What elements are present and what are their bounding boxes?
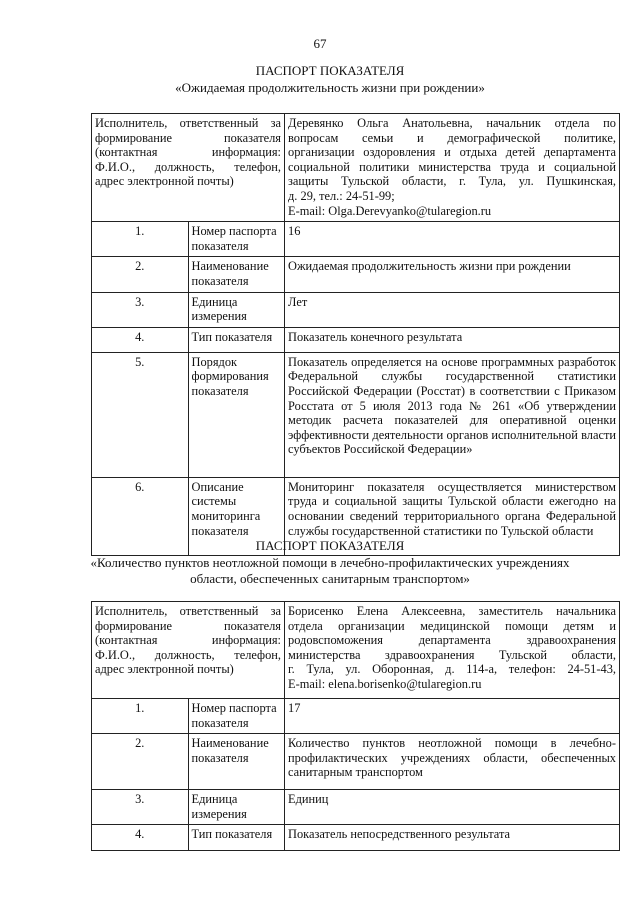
row-label: Наименование показателя: [188, 734, 285, 790]
row-label: Тип показателя: [188, 825, 285, 851]
row-value: Показатель непосредственного результата: [285, 825, 620, 851]
row-label: Номер паспорта показателя: [188, 699, 285, 734]
table-row: [92, 734, 620, 790]
passport-1-table: [91, 113, 620, 556]
row-number: 2.: [92, 257, 189, 292]
executor-value-line: Деревянко Ольга Анатольевна, начальник отдела по: [288, 116, 616, 130]
row-label: Единица измерения: [188, 292, 285, 327]
passport-2-subtitle-line: области, обеспеченных санитарным транспортом»: [190, 571, 470, 586]
executor-label-line: адрес электронной почты): [95, 174, 234, 189]
table-row: [92, 222, 620, 257]
executor-value-line: защиты Тульской области, г. Тула, ул. Пушкинская,: [288, 174, 616, 189]
executor-label-line: формирование показателя: [95, 130, 281, 145]
executor-label-line: Исполнитель, ответственный за: [95, 604, 281, 618]
executor-value-line: Борисенко Елена Алексеевна, заместитель начальника: [288, 604, 616, 618]
executor-value-line: социальной политики министерства труда и социальной: [288, 159, 616, 174]
table-row: [92, 352, 620, 477]
executor-label-line: Ф.И.О., должность, телефон,: [95, 647, 281, 662]
executor-label-line: Исполнитель, ответственный за: [95, 116, 281, 130]
executor-label-line: Ф.И.О., должность, телефон,: [95, 159, 281, 174]
row-value: Лет: [285, 292, 620, 327]
executor-value: [285, 602, 620, 699]
table-row: [92, 257, 620, 292]
executor-row: [92, 602, 620, 699]
row-value: Мониторинг показателя осуществляется министерством труда и социальной защиты Тульской области ежегодно на основании сведений территориального органа Федеральной службы государственной статистики по Тульской области: [285, 477, 620, 555]
row-number: 1.: [92, 699, 189, 734]
row-label: Единица измерения: [188, 790, 285, 825]
row-number: 3.: [92, 790, 189, 825]
row-value: 16: [285, 222, 620, 257]
table-row: [92, 825, 620, 851]
passport-1-subtitle: «Ожидаемая продолжительность жизни при рождении»: [175, 80, 485, 95]
passport-2-subtitle-line: «Количество пунктов неотложной помощи в лечебно-профилактических учреждениях: [90, 555, 570, 570]
row-value: Ожидаемая продолжительность жизни при рождении: [285, 257, 620, 292]
row-number: 3.: [92, 292, 189, 327]
row-number: 6.: [92, 477, 189, 555]
row-number: 4.: [92, 327, 189, 352]
row-label: Порядок формирования показателя: [188, 352, 285, 477]
executor-value-line: д. 29, тел.: 24-51-99;: [288, 188, 395, 203]
executor-value-line: министерства здравоохранения Тульской области,: [288, 647, 616, 662]
row-number: 4.: [92, 825, 189, 851]
table-row: [92, 327, 620, 352]
executor-value: [285, 114, 620, 222]
table-row: [92, 292, 620, 327]
executor-value-line: г. Тула, ул. Оборонная, д. 114-а, телефон: 24-51-43,: [288, 662, 616, 677]
executor-label: [92, 114, 285, 222]
executor-row: [92, 114, 620, 222]
executor-label-line: (контактная информация:: [95, 633, 281, 648]
row-value: Количество пунктов неотложной помощи в лечебно-профилактических учреждениях области, обеспеченных санитарным транспортом: [285, 734, 620, 790]
executor-value-line: вопросам семьи и демографической политике,: [288, 130, 616, 145]
page-number: 67: [313, 36, 327, 51]
row-value: 17: [285, 699, 620, 734]
executor-label: [92, 602, 285, 699]
executor-value-line: отдела организации медицинской помощи детям и: [288, 618, 616, 633]
row-label: Тип показателя: [188, 327, 285, 352]
row-number: 2.: [92, 734, 189, 790]
executor-label-line: адрес электронной почты): [95, 662, 234, 677]
passport-2-heading: ПАСПОРТ ПОКАЗАТЕЛЯ: [255, 538, 405, 553]
row-value: Показатель определяется на основе программных разработок Федеральной службы государственной статистики Российской Федерации (Росстат) в соответствии с Приказом Росстата от 5 июля 2013 года № 261 «Об утверждении методик расчета показателей для оперативной оценки эффективности деятельности органов исполнительной власти субъектов Российской Федерации»: [285, 352, 620, 477]
executor-email[interactable]: E-mail: Olga.Derevyanko@tularegion.ru: [288, 203, 492, 218]
table-row: [92, 699, 620, 734]
passport-1-heading: ПАСПОРТ ПОКАЗАТЕЛЯ: [255, 63, 405, 78]
row-value: Единиц: [285, 790, 620, 825]
executor-label-line: (контактная информация:: [95, 145, 281, 160]
table-row: [92, 790, 620, 825]
row-label: Описание системы мониторинга показателя: [188, 477, 285, 555]
row-label: Номер паспорта показателя: [188, 222, 285, 257]
executor-label-line: формирование показателя: [95, 618, 281, 633]
executor-value-line: родовспоможения департамента здравоохранения: [288, 633, 616, 648]
passport-2-table: [91, 601, 620, 851]
executor-email[interactable]: E-mail: elena.borisenko@tularegion.ru: [288, 676, 482, 691]
row-number: 5.: [92, 352, 189, 477]
row-value: Показатель конечного результата: [285, 327, 620, 352]
row-label: Наименование показателя: [188, 257, 285, 292]
row-number: 1.: [92, 222, 189, 257]
executor-value-line: организации оздоровления и отдыха детей департамента: [288, 145, 616, 160]
